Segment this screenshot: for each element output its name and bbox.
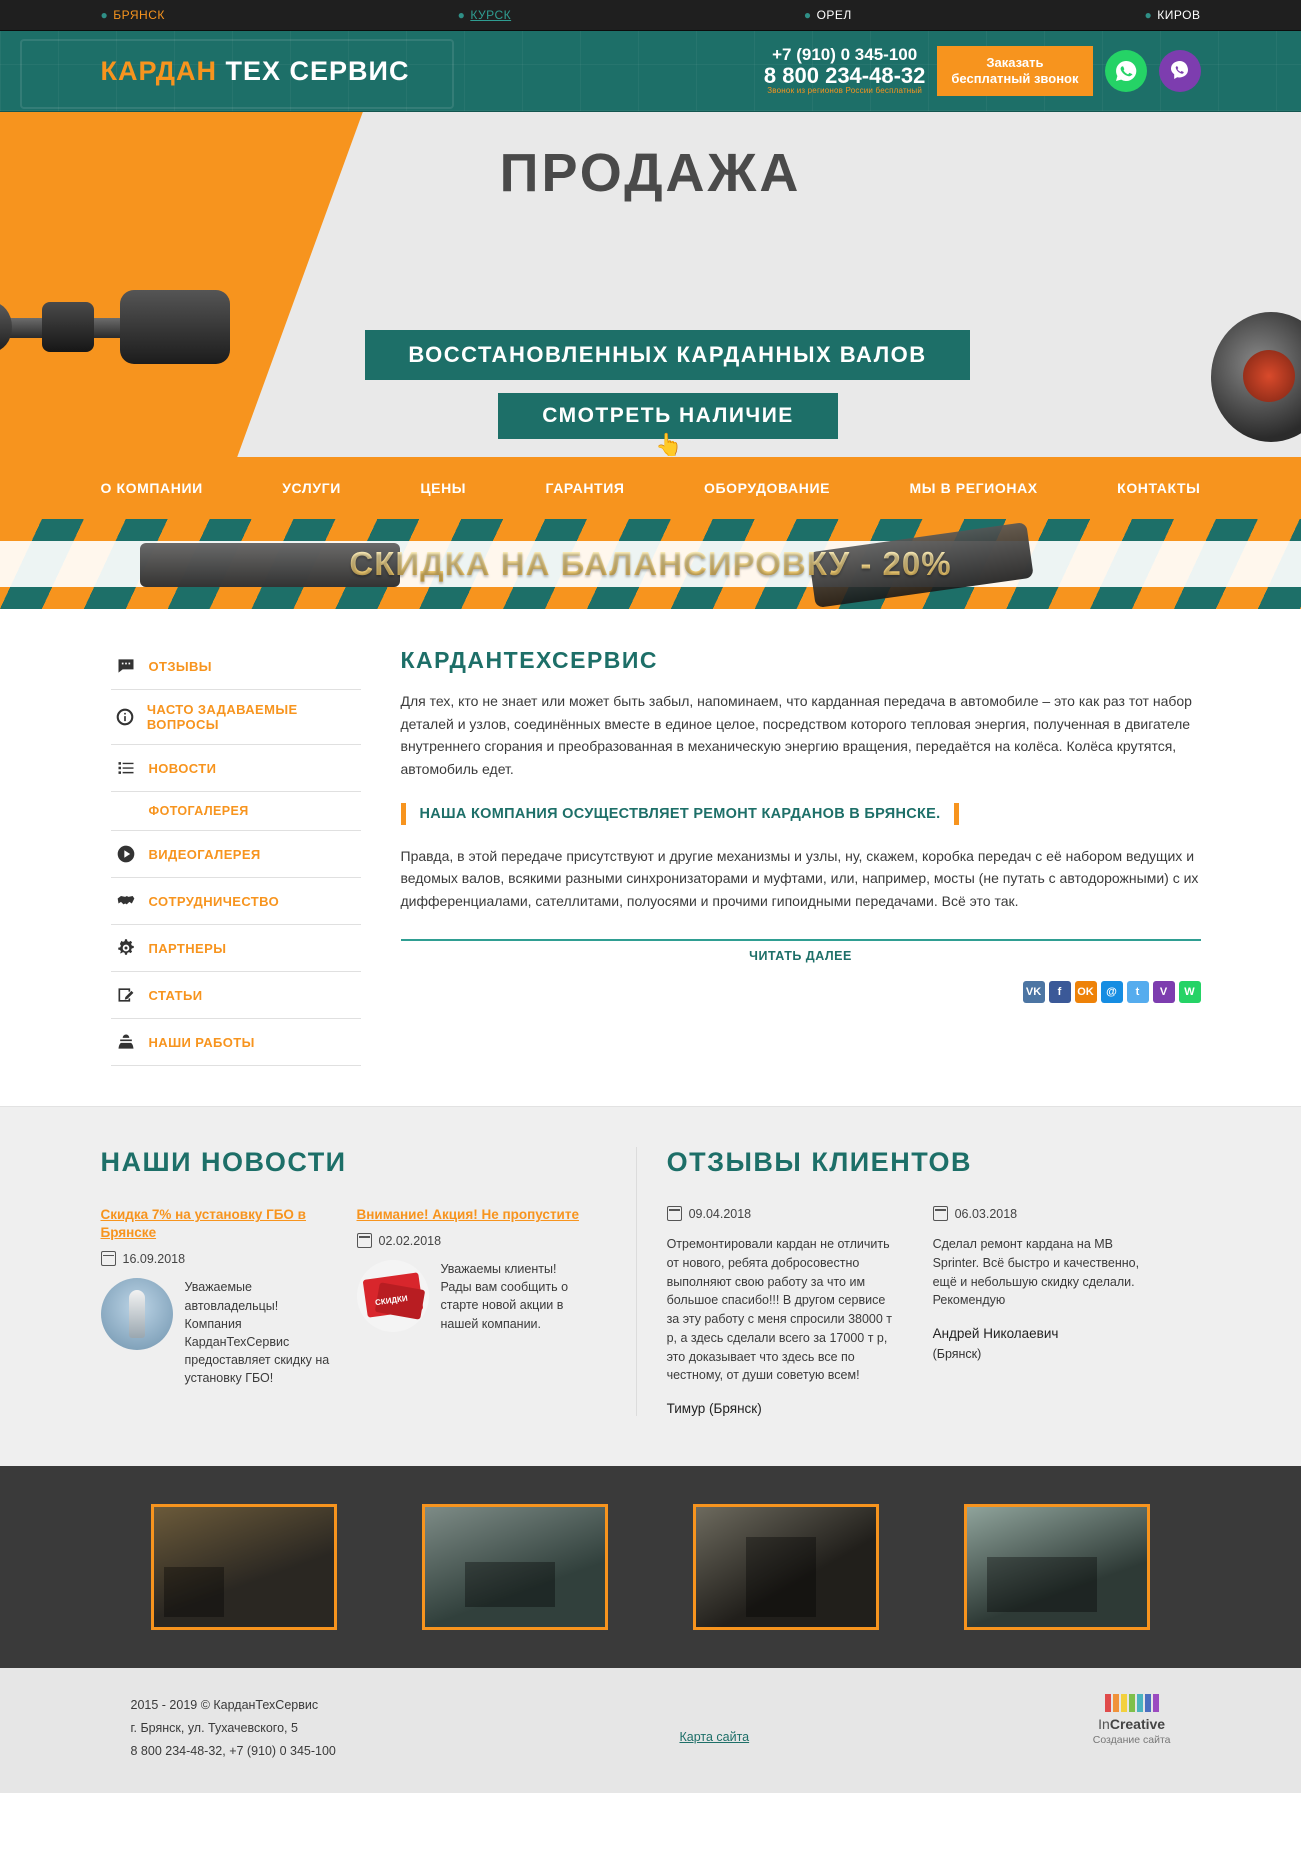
city-label: КУРСК [470, 8, 512, 22]
sidebar-item-label: ЧАСТО ЗАДАВАЕМЫЕ ВОПРОСЫ [146, 702, 298, 732]
review-date [933, 1206, 1163, 1221]
review-author: Андрей Николаевич [932, 1326, 1059, 1341]
logo-text-primary: КАРДАН [100, 55, 218, 86]
photo-gallery [0, 1466, 1301, 1668]
cursor-hand-icon: 👆 [655, 432, 683, 457]
review-date-text: 09.04.2018 [688, 1206, 752, 1221]
sidebar-item-label: СОТРУДНИЧЕСТВО [148, 893, 280, 909]
calendar-icon [101, 1251, 116, 1266]
workshop-photo-3[interactable] [693, 1504, 879, 1630]
review-city: (Брянск) [932, 1347, 982, 1361]
news-column [101, 1147, 596, 1416]
reviews-column [636, 1147, 1201, 1416]
news-date-text: 02.02.2018 [378, 1233, 442, 1248]
footer-contacts [101, 1694, 336, 1763]
news-item-text: Уважаемые автовладельцы! Компания КарданТехСервис предоставляет скидку на установку ГБО! [184, 1280, 330, 1386]
main-content [101, 609, 1201, 1106]
phone-mobile[interactable]: +7 (910) 0 345-100 [772, 45, 918, 65]
news-title: НАШИ НОВОСТИ [100, 1147, 347, 1177]
callback-line2: бесплатный звонок [951, 70, 1079, 86]
vk-icon[interactable]: VK [1023, 981, 1045, 1003]
sidebar-item-partners[interactable] [111, 925, 361, 972]
nav-item-contacts[interactable]: КОНТАКТЫ [1117, 480, 1201, 496]
twitter-icon[interactable]: t [1127, 981, 1149, 1003]
sidebar-item-label: ФОТОГАЛЕРЕЯ [148, 804, 249, 818]
brand-in: In [1098, 1716, 1110, 1732]
sidebar-item-videogallery[interactable] [111, 831, 361, 878]
viber-icon[interactable] [1159, 50, 1201, 92]
sidebar-item-our-works[interactable] [111, 1019, 361, 1066]
sidebar-item-label: ВИДЕОГАЛЕРЕЯ [148, 846, 261, 862]
sidebar-item-cooperation[interactable] [111, 878, 361, 925]
article-paragraph-2: Правда, в этой передаче присутствуют и другие механизмы и узлы, ну, скажем, коробка передач с её набором ведущих и ведомых валов, всякими разными синхронизаторами и муфтами, или, например, мосты (не путать с автодорожными) с их дифференциалами, сателлитами, полуосями и прочими гипоидными передачами. Всё это так. [400, 847, 1199, 910]
workshop-photo-4[interactable] [964, 1504, 1150, 1630]
news-thumbnail[interactable] [101, 1278, 173, 1350]
city-bar [0, 0, 1301, 31]
worker-icon [115, 1031, 137, 1053]
workshop-photo-2[interactable] [422, 1504, 608, 1630]
city-label: КИРОВ [1157, 8, 1201, 22]
calendar-icon [933, 1206, 948, 1221]
news-item-text: Уважаемы клиенты! Рады вам сообщить о старте новой акции в нашей компании. [440, 1262, 569, 1331]
news-item-date [357, 1233, 587, 1248]
sitemap-link[interactable]: Карта сайта [679, 1730, 750, 1744]
nav-item-prices[interactable]: ЦЕНЫ [420, 480, 467, 496]
sidebar-item-label: НОВОСТИ [148, 760, 217, 776]
footer-address: г. Брянск, ул. Тухачевского, 5 [130, 1721, 298, 1736]
news-item-date [101, 1251, 331, 1266]
site-footer [0, 1668, 1301, 1793]
news-item-title[interactable]: Внимание! Акция! Не пропустите [356, 1207, 579, 1222]
city-selector-kirov[interactable] [1145, 8, 1201, 22]
hero-title: ПРОДАЖА [499, 143, 802, 203]
nav-item-warranty[interactable]: ГАРАНТИЯ [545, 480, 625, 496]
facebook-icon[interactable]: f [1049, 981, 1071, 1003]
whatsapp-icon[interactable] [1105, 50, 1147, 92]
nav-item-regions[interactable]: МЫ В РЕГИОНАХ [909, 480, 1038, 496]
sidebar [101, 643, 361, 1066]
handshake-icon [115, 890, 137, 912]
mailru-icon[interactable]: @ [1101, 981, 1123, 1003]
review-date-text: 06.03.2018 [954, 1206, 1018, 1221]
location-pin-icon: ● [803, 8, 812, 22]
nav-item-equipment[interactable]: ОБОРУДОВАНИЕ [703, 480, 831, 496]
odnoklassniki-icon[interactable]: OK [1075, 981, 1097, 1003]
sidebar-item-reviews[interactable] [111, 643, 361, 690]
review-item [933, 1206, 1163, 1416]
hero-banner [0, 112, 1301, 457]
developer-credit[interactable] [1093, 1694, 1201, 1746]
site-logo[interactable] [100, 55, 410, 86]
sidebar-item-photogallery[interactable] [111, 792, 361, 831]
article-paragraph-1: Для тех, кто не знает или может быть забыл, напоминаем, что карданная передача в автомобиле – это как раз тот набор деталей и узлов, соединённых вместе в единое целое, посредством которого тепловая энергия, полученная в двигателе внутреннего сгорания и преобразованная в механическую энергию вращения, передаётся на колёса. Колёса крутятся, автомобиль едет. [400, 693, 1192, 778]
city-selector-bryansk[interactable] [101, 8, 165, 22]
callback-button[interactable] [937, 46, 1092, 95]
brand-subtitle: Создание сайта [1092, 1734, 1171, 1746]
city-label: БРЯНСК [113, 8, 165, 22]
news-thumbnail[interactable] [357, 1260, 429, 1332]
sidebar-item-label: ОТЗЫВЫ [148, 658, 212, 674]
sidebar-item-label: ПАРТНЕРЫ [148, 940, 227, 956]
news-date-text: 16.09.2018 [122, 1251, 186, 1266]
nav-item-about[interactable]: О КОМПАНИИ [100, 480, 203, 496]
pencil-icon [115, 984, 137, 1006]
calendar-icon [357, 1233, 372, 1248]
city-label: ОРЕЛ [816, 8, 852, 22]
gear-icon [115, 937, 137, 959]
review-text: Сделал ремонт кардана на МВ Sprinter. Всё быстро и качественно, ещё и небольшую скидку сделали. Рекомендую [932, 1237, 1140, 1308]
callout-text: НАША КОМПАНИЯ ОСУЩЕСТВЛЯЕТ РЕМОНТ КАРДАНОВ В БРЯНСКЕ. [419, 805, 941, 822]
news-reviews-section [0, 1106, 1301, 1466]
main-navigation [0, 457, 1301, 519]
callout-bar-right [954, 803, 959, 825]
sidebar-item-articles[interactable] [111, 972, 361, 1019]
news-item-title[interactable]: Скидка 7% на установку ГБО в Брянске [100, 1207, 306, 1241]
workshop-photo-1[interactable] [151, 1504, 337, 1630]
phone-tollfree[interactable]: 8 800 234-48-32 [763, 63, 926, 89]
promo-text: СКИДКА НА БАЛАНСИРОВКУ - 20% [349, 545, 952, 582]
info-icon [115, 706, 135, 728]
callback-line1: Заказать [986, 55, 1044, 71]
footer-copyright: 2015 - 2019 © КарданТехСервис [130, 1698, 319, 1712]
sidebar-item-label: СТАТЬИ [148, 987, 203, 1003]
location-pin-icon: ● [1144, 8, 1153, 22]
review-date [667, 1206, 897, 1221]
viber-icon[interactable]: V [1153, 981, 1175, 1003]
increative-logo-icon [1093, 1694, 1171, 1712]
location-pin-icon: ● [100, 8, 109, 22]
promo-banner[interactable] [0, 519, 1301, 609]
article-callout [401, 803, 1201, 825]
header-phones [764, 46, 925, 95]
sidebar-item-news[interactable] [111, 745, 361, 792]
sidebar-item-label: НАШИ РАБОТЫ [148, 1034, 255, 1050]
news-thumb-label: СКИДКИ [374, 1293, 408, 1308]
sidebar-item-faq[interactable] [111, 690, 361, 745]
logo-text-secondary: ТЕХ СЕРВИС [217, 55, 410, 86]
hero-cta-button[interactable]: СМОТРЕТЬ НАЛИЧИЕ [498, 393, 838, 439]
phone-note: Звонок из регионов России бесплатный [767, 86, 923, 96]
location-pin-icon: ● [457, 8, 466, 22]
play-icon [115, 843, 137, 865]
site-header [0, 31, 1301, 112]
divider [401, 939, 1201, 941]
list-icon [115, 757, 137, 779]
article [401, 643, 1201, 1066]
nav-item-services[interactable]: УСЛУГИ [282, 480, 341, 496]
calendar-icon [667, 1206, 682, 1221]
review-author: Тимур (Брянск) [666, 1401, 762, 1416]
whatsapp-icon[interactable]: W [1179, 981, 1201, 1003]
reviews-title: ОТЗЫВЫ КЛИЕНТОВ [666, 1147, 973, 1177]
comment-icon [115, 655, 137, 677]
callout-bar-left [401, 803, 406, 825]
review-item [667, 1206, 897, 1416]
news-item [357, 1206, 587, 1387]
review-text: Отремонтировали кардан не отличить от нового, ребята добросовестно выполняют свою работу за что им большое спасибо!!! В другом сервисе за эту работу с меня спросили 38000 т р, а здесь сделали всего за 17000 т р, это доказывает что здесь все по честному, от души советую всем! [666, 1237, 893, 1383]
read-more-link[interactable]: ЧИТАТЬ ДАЛЕЕ [749, 948, 852, 963]
news-item [101, 1206, 331, 1387]
city-selector-orel[interactable] [804, 8, 852, 22]
social-share-bar [401, 981, 1201, 1003]
page-title: КАРДАНТЕХСЕРВИС [400, 647, 659, 673]
city-selector-kursk[interactable] [458, 8, 512, 22]
footer-phones[interactable]: 8 800 234-48-32, +7 (910) 0 345-100 [130, 1744, 336, 1759]
brand-creative: Creative [1109, 1716, 1166, 1732]
hero-subtitle-band: ВОССТАНОВЛЕННЫХ КАРДАННЫХ ВАЛОВ [365, 330, 970, 380]
